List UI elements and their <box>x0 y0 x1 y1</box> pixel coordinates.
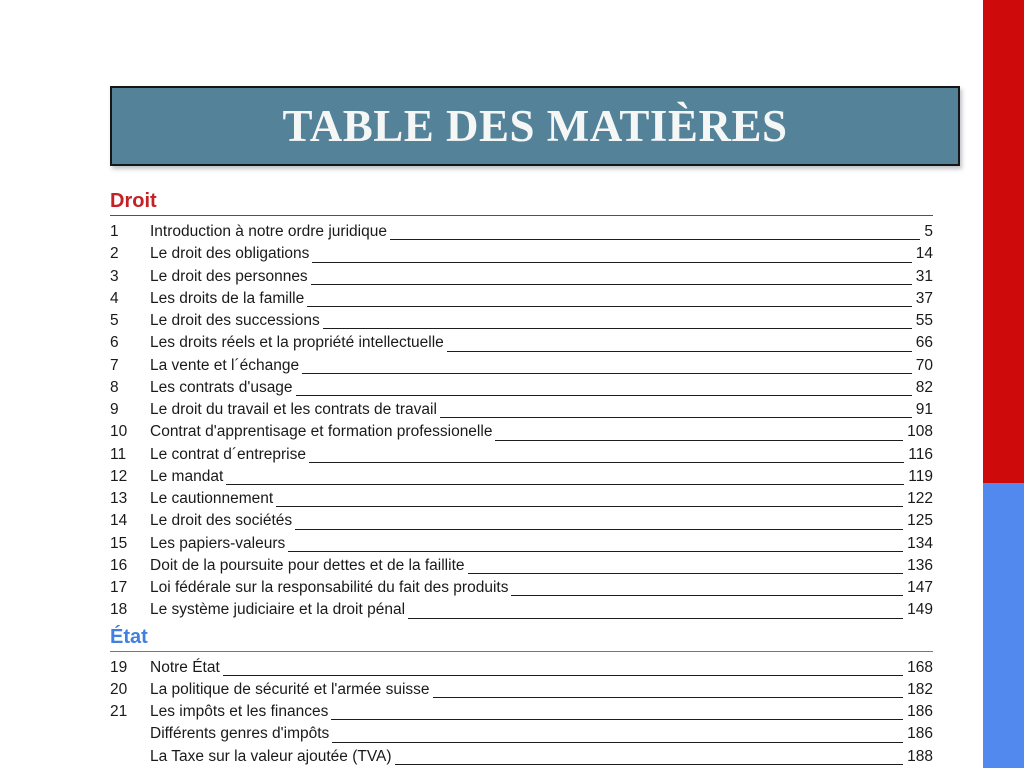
toc-entry <box>110 332 933 354</box>
toc-entry-number: 1 <box>110 223 119 240</box>
toc-entry <box>110 657 933 679</box>
toc-entry-number: 12 <box>110 467 128 485</box>
toc-entry-page: 14 <box>915 245 933 263</box>
toc-entry-page: 125 <box>907 512 933 530</box>
toc-entry <box>110 701 933 723</box>
toc-entry-number: 17 <box>110 579 128 596</box>
toc-entry-number: 8 <box>110 378 119 396</box>
toc-entry-page: 136 <box>907 556 933 574</box>
toc-entry-number: 10 <box>110 423 128 441</box>
toc-entry <box>110 599 933 621</box>
toc-entry <box>110 243 933 265</box>
toc-entry <box>110 488 933 510</box>
toc-leader-line <box>395 746 904 765</box>
toc-entry-label: Les contrats d'usage <box>150 378 293 396</box>
toc-leader-line <box>408 599 903 618</box>
right-stripe-red <box>983 0 1024 483</box>
toc-leader-line <box>433 679 904 698</box>
toc-leader-line <box>226 466 904 485</box>
toc-leader-line <box>296 377 912 396</box>
toc-entry-number: 20 <box>110 680 128 698</box>
toc-entry-page: 70 <box>915 356 933 374</box>
toc-leader-line <box>331 701 903 720</box>
toc-entry <box>110 266 933 288</box>
toc-entry-page: 168 <box>907 658 933 676</box>
toc-entry-number: 18 <box>110 601 128 619</box>
toc-entry-label: Différents genres d'impôts <box>150 725 330 743</box>
page-title: TABLE DES MATIÈRES <box>282 101 788 151</box>
toc-entry-page: 66 <box>915 334 933 352</box>
toc-entry-number: 16 <box>110 556 128 574</box>
toc-entry-label: Les droits réels et la propriété intellectuelle <box>150 334 444 352</box>
toc-entry-label: Doit de la poursuite pour dettes et de la faillite <box>150 556 465 574</box>
toc-entry-number: 15 <box>110 534 128 552</box>
toc-entry-label: Le droit des successions <box>150 312 320 329</box>
toc-entry <box>110 355 933 377</box>
toc-entry-page: 119 <box>908 467 933 485</box>
toc-leader-line <box>276 488 903 507</box>
toc-entry <box>110 723 933 745</box>
toc-entry-label: Les droits de la famille <box>150 289 305 307</box>
toc-entry-number: 9 <box>110 401 119 418</box>
toc-entry-label: Notre État <box>150 658 220 676</box>
toc-leader-line <box>390 221 920 240</box>
toc-entry-label: Introduction à notre ordre juridique <box>150 223 387 240</box>
toc-entry-page: 91 <box>915 401 933 418</box>
toc-entry-number: 4 <box>110 289 119 307</box>
toc-entry-number: 13 <box>110 490 128 507</box>
toc-leader-line <box>511 577 903 596</box>
toc-entry-label: Le mandat <box>150 467 224 485</box>
toc-entry-page: 116 <box>908 445 933 463</box>
toc-entry <box>110 555 933 577</box>
toc-entry <box>110 466 933 488</box>
toc-entry-page: 186 <box>907 725 933 743</box>
right-stripe-blue <box>983 483 1024 768</box>
toc-entry-label: Le droit des sociétés <box>150 512 293 530</box>
toc-entry-page: 108 <box>907 423 933 441</box>
toc-entry-number: 3 <box>110 267 119 285</box>
toc-leader-line <box>440 399 912 418</box>
toc-entry-page: 134 <box>907 534 933 552</box>
toc-leader-line <box>323 310 912 329</box>
toc-entry-number: 19 <box>110 658 128 676</box>
toc-entry-number: 5 <box>110 312 119 329</box>
toc-entry-page: 147 <box>907 579 933 596</box>
toc-entry <box>110 510 933 532</box>
toc-entry-label: Le droit des personnes <box>150 267 308 285</box>
toc-leader-line <box>288 533 903 552</box>
toc-entry-label: La vente et l´échange <box>150 356 300 374</box>
toc-entry-label: Le contrat d´entreprise <box>150 445 306 463</box>
toc-leader-line <box>332 723 903 742</box>
toc-entry-label: Le cautionnement <box>150 490 274 507</box>
toc-entry-label: Le droit des obligations <box>150 245 310 263</box>
toc-entry-number: 6 <box>110 334 119 352</box>
toc-entry-label: Contrat d'apprentisage et formation professionelle <box>150 423 493 441</box>
toc-entry-page: 5 <box>924 223 933 240</box>
toc-entry-label: La politique de sécurité et l'armée suisse <box>150 680 430 698</box>
toc-entry-page: 149 <box>907 601 933 619</box>
toc-entry <box>110 746 933 768</box>
table-of-contents <box>110 190 933 768</box>
toc-entry-label: Les impôts et les finances <box>150 703 329 720</box>
toc-leader-line <box>295 510 903 529</box>
toc-leader-line <box>307 288 912 307</box>
title-banner <box>110 86 960 166</box>
section-heading-etat: État <box>110 626 933 652</box>
toc-entry-page: 55 <box>915 312 933 329</box>
toc-entry <box>110 444 933 466</box>
toc-entry-number: 7 <box>110 356 119 374</box>
toc-leader-line <box>447 332 912 351</box>
toc-entry-number <box>110 746 150 768</box>
toc-entry-number: 2 <box>110 245 119 263</box>
section-heading-droit: Droit <box>110 190 933 216</box>
toc-entry-number: 21 <box>110 703 128 720</box>
toc-entry <box>110 288 933 310</box>
toc-entry <box>110 399 933 421</box>
toc-entry-page: 82 <box>915 378 933 396</box>
toc-entry-page: 31 <box>915 267 933 285</box>
toc-entry-number <box>110 723 150 745</box>
toc-entry <box>110 377 933 399</box>
toc-leader-line <box>309 444 904 463</box>
toc-entry <box>110 310 933 332</box>
toc-entry-number: 14 <box>110 512 128 530</box>
toc-entry-label: Loi fédérale sur la responsabilité du fait des produits <box>150 579 509 596</box>
toc-entry <box>110 533 933 555</box>
toc-entry-page: 186 <box>907 703 933 720</box>
toc-entry <box>110 679 933 701</box>
toc-entry <box>110 577 933 599</box>
toc-entry-label: Le droit du travail et les contrats de travail <box>150 401 437 418</box>
toc-entry <box>110 421 933 443</box>
toc-entry-label: Le système judiciaire et la droit pénal <box>150 601 406 619</box>
toc-entry <box>110 221 933 243</box>
toc-leader-line <box>302 355 912 374</box>
toc-leader-line <box>312 243 911 262</box>
toc-entry-page: 188 <box>907 747 933 765</box>
toc-leader-line <box>223 657 903 676</box>
toc-entry-label: La Taxe sur la valeur ajoutée (TVA) <box>150 747 392 765</box>
toc-entry-page: 122 <box>907 490 933 507</box>
toc-leader-line <box>311 266 912 285</box>
toc-leader-line <box>495 421 903 440</box>
toc-entry-number: 11 <box>110 445 127 463</box>
toc-leader-line <box>468 555 904 574</box>
toc-entry-label: Les papiers-valeurs <box>150 534 286 552</box>
toc-entry-page: 182 <box>907 680 933 698</box>
toc-entry-page: 37 <box>915 289 933 307</box>
